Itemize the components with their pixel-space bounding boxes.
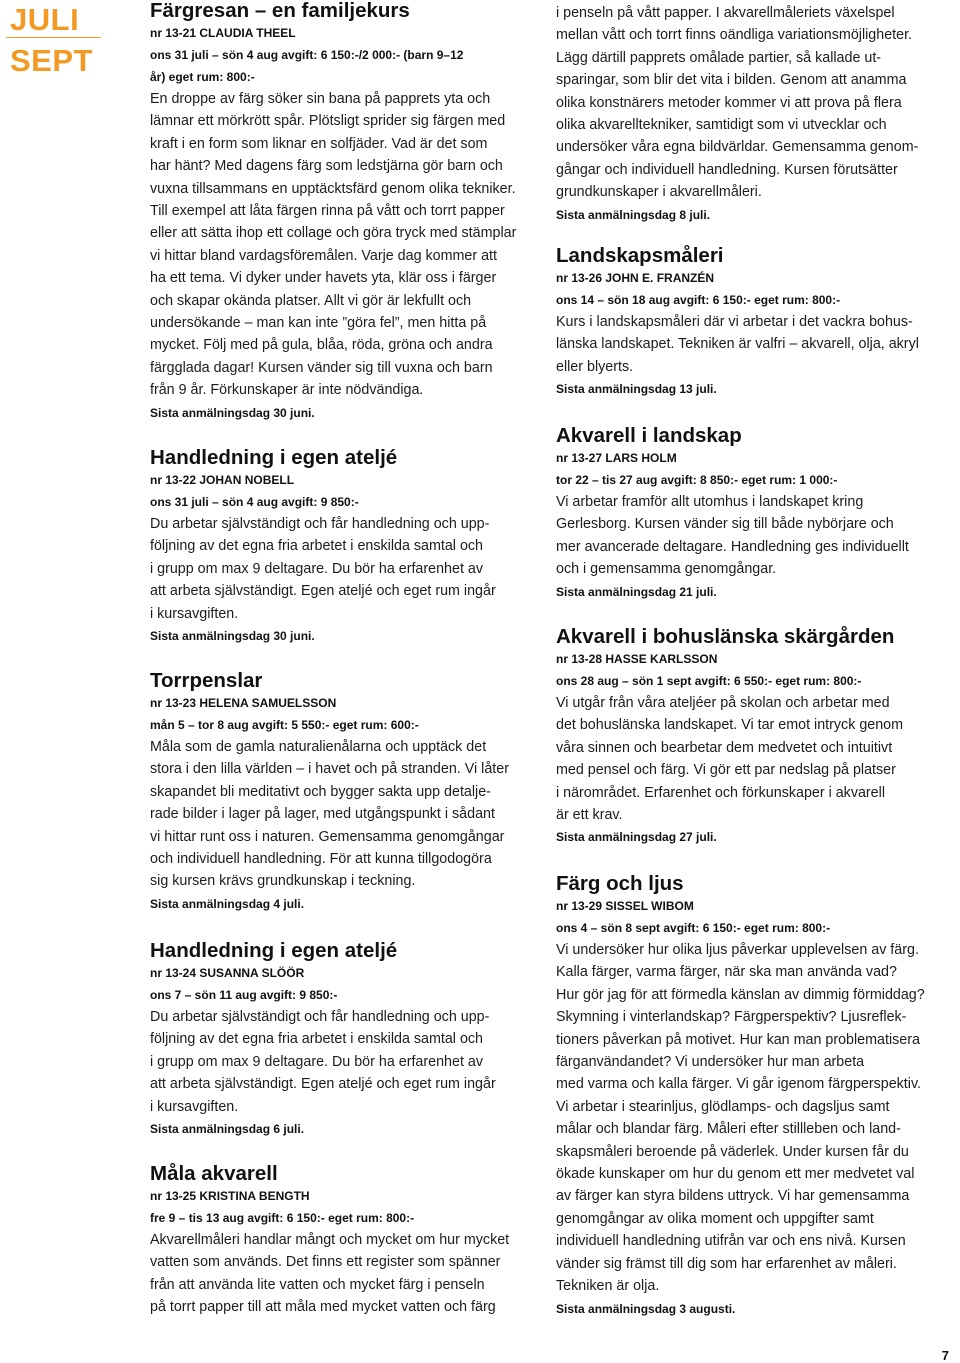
- course-description: Kurs i landskapsmåleri där vi arbetar i det vackra bohus- länska landskapet. Tekniken är valfri – akvarell, olja, akryl eller blyerts.: [556, 314, 919, 375]
- course-number-teacher: nr 13-29 SISSEL WIBOM: [556, 899, 694, 913]
- course-title: Måla akvarell: [150, 1162, 278, 1185]
- registration-deadline: Sista anmälningsdag 30 juni.: [150, 405, 315, 420]
- registration-deadline: Sista anmälningsdag 4 juli.: [150, 896, 305, 911]
- course-description: Måla som de gamla naturalienålarna och upptäck det stora i den lilla världen – i havet och på stranden. Vi låter skapandet bli meditativt och bygger sakta upp detalje- rade bilder i lager på lager, med utgångspunkt i sådant vi hittar runt oss i naturen. Gemensamma genomgångar och individuell handledning. För att kunna tillgodogöra sig kursen krävs grundkunskap i teckning.: [150, 739, 509, 890]
- course-13-28: [556, 626, 944, 848]
- course-number-teacher: nr 13-26 JOHN E. FRANZÉN: [556, 271, 715, 285]
- month-label-juli: JULI: [10, 2, 80, 37]
- registration-deadline: Sista anmälningsdag 8 juli.: [556, 207, 711, 222]
- course-description: Du arbetar självständigt och får handledning och upp- följning av det egna fria arbetet i enskilda samtal och i grupp om max 9 deltagare. Du bör ha erfarenhet av att arbeta självständigt. Egen ateljé och eget rum ingår i kursavgiften.: [150, 1009, 496, 1115]
- month-divider: [6, 37, 101, 38]
- course-dates-fees: år) eget rum: 800:-: [150, 70, 255, 84]
- course-dates-fees: tor 22 – tis 27 aug avgift: 8 850:- eget rum: 1 000:-: [556, 473, 838, 487]
- course-title: Akvarell i bohuslänska skärgården: [556, 625, 895, 648]
- course-description: Akvarellmåleri handlar mångt och mycket om hur mycket vatten som används. Det finns ett register som spänner från att använda lite vatten och mycket färg i penseln på torrt papper till att måla med mycket vatten och färg: [150, 1232, 510, 1316]
- course-number-teacher: nr 13-25 KRISTINA BENGTH: [150, 1189, 310, 1203]
- course-title: Handledning i egen ateljé: [150, 446, 398, 469]
- course-number-teacher: nr 13-24 SUSANNA SLÖÖR: [150, 966, 305, 980]
- course-title: Akvarell i landskap: [556, 424, 742, 447]
- course-description: Du arbetar självständigt och får handledning och upp- följning av det egna fria arbetet i enskilda samtal och i grupp om max 9 deltagare. Du bör ha erfarenhet av att arbeta självständigt. Egen ateljé och eget rum ingår i kursavgiften.: [150, 516, 496, 622]
- registration-deadline: Sista anmälningsdag 27 juli.: [556, 830, 717, 845]
- course-number-teacher: nr 13-27 LARS HOLM: [556, 451, 677, 465]
- course-dates-fees: ons 7 – sön 11 aug avgift: 9 850:-: [150, 988, 338, 1002]
- course-13-22: [150, 447, 532, 647]
- course-title: Torrpenslar: [150, 669, 263, 692]
- page-number: 7: [941, 1348, 949, 1363]
- course-dates-fees: mån 5 – tor 8 aug avgift: 5 550:- eget rum: 600:-: [150, 718, 419, 732]
- course-number-teacher: nr 13-22 JOHAN NOBELL: [150, 473, 295, 487]
- course-description: En droppe av färg söker sin bana på papprets yta och lämnar ett mörkrött spår. Plötsligt sprider sig färgen med kraft i en form som liknar en solfjäder. Vad är det som har hänt? Med dagens färg som ledstjärna gör barn och vuxna tillsammans en upptäcktsfärd genom olika tekniker. Till exempel att låta färgen rinna på vått och torrt papper eller att sätta ihop ett collage och göra tryck med stämplar vi hittar bland vardagsföremålen. Varje dag kommer att ha ett tema. Vi dyker under havets yta, klär oss i färger och skapar okända platser. Allt vi gör är lekfullt och undersökande – man kan inte ”göra fel”, men hitta på mycket. Följ med på gula, blåa, röda, gröna och andra färgglada dagar! Kursen vänder sig till vuxna och barn från 9 år. Förkunskaper är inte nödvändiga.: [150, 91, 517, 399]
- course-dates-fees: ons 4 – sön 8 sept avgift: 6 150:- eget rum: 800:-: [556, 921, 831, 935]
- course-13-24: [150, 940, 532, 1140]
- course-13-21: [150, 0, 532, 424]
- course-dates-fees: ons 31 juli – sön 4 aug avgift: 6 150:-/2 000:- (barn 9–12: [150, 48, 464, 62]
- course-title: Färg och ljus: [556, 872, 684, 895]
- course-dates-fees: fre 9 – tis 13 aug avgift: 6 150:- eget rum: 800:-: [150, 1211, 415, 1225]
- registration-deadline: Sista anmälningsdag 6 juli.: [150, 1122, 305, 1137]
- course-dates-fees: ons 28 aug – sön 1 sept avgift: 6 550:- eget rum: 800:-: [556, 674, 862, 688]
- course-title: Färgresan – en familjekurs: [150, 0, 410, 22]
- course-description: Vi arbetar framför allt utomhus i landskapet kring Gerlesborg. Kursen vänder sig till både nybörjare och mer avancerade deltagare. Handledning ges individuellt och i gemensamma genomgångar.: [556, 494, 909, 578]
- course-description: Vi undersöker hur olika ljus påverkar upplevelsen av färg. Kalla färger, varma färger, när ska man använda vad? Hur gör jag för att förmedla känslan av dimmig förmiddag? Skymning i vinterlandskap? Färgperspektiv? Ljusreflek- tioners påverkan på motivet. Hur kan man problematisera färganvändandet? Vi undersöker hur man arbeta med varma och kalla färger. Vi går igenom färgperspektiv. Vi arbetar i stearinljus, glödlamps- och dagsljus samt målar och blandar färg. Måleri efter stillleben och land- skapsmåleri beroende på väderlek. Under kursen får du ökade kunskaper om hur du genom ett mer medvetet val av färger kan styra bildens uttryck. Vi har gemensamma genomgångar av olika moment och uppgifter samt individuell handledning utifrån var och ens nivå. Kursen vänder sig främst till dig som har erfarenhet av måleri. Tekniken är olja.: [556, 942, 925, 1295]
- course-title: Landskapsmåleri: [556, 244, 724, 267]
- course-description-continued: i penseln på vått papper. I akvarellmåleriets växelspel mellan vått och torrt finns oändliga variationsmöjligheter. Lägg därtill papprets omålade partier, så kallade ut- sparingar, som blir det vita i bilden. Genom att anamma olika konstnärers metoder kommer vi att prova på flera olika akvarelltekniker, samtidigt som vi utvecklar och undersöker våra egna bildvärldar. Gemensamma genom- gångar och individuell handledning. Kursen förutsätter grundkunskaper i akvarellmåleri.: [556, 5, 919, 201]
- month-label-sept: SEPT: [10, 43, 93, 78]
- registration-deadline: Sista anmälningsdag 3 augusti.: [556, 1301, 736, 1316]
- registration-deadline: Sista anmälningsdag 30 juni.: [150, 629, 315, 644]
- course-13-26: [556, 245, 944, 400]
- registration-deadline: Sista anmälningsdag 13 juli.: [556, 382, 717, 397]
- registration-deadline: Sista anmälningsdag 21 juli.: [556, 584, 717, 599]
- course-description: Vi utgår från våra ateljéer på skolan och arbetar med det bohuslänska landskapet. Vi tar emot intryck genom våra sinnen och bearbetar dem medvetet och intuitivt med pensel och färg. Vi gör ett par nedslag på platser i närområdet. Erfarenhet och förkunskaper i akvarell är ett krav.: [556, 695, 904, 824]
- course-number-teacher: nr 13-28 HASSE KARLSSON: [556, 652, 718, 666]
- course-number-teacher: nr 13-23 HELENA SAMUELSSON: [150, 696, 337, 710]
- course-13-25-continued: [556, 2, 944, 226]
- course-13-27: [556, 425, 944, 603]
- course-13-23: [150, 670, 532, 915]
- course-title: Handledning i egen ateljé: [150, 939, 398, 962]
- course-13-29: [556, 873, 944, 1320]
- course-dates-fees: ons 31 juli – sön 4 aug avgift: 9 850:-: [150, 495, 359, 509]
- course-number-teacher: nr 13-21 CLAUDIA THEEL: [150, 26, 296, 40]
- course-13-25: [150, 1163, 532, 1319]
- course-dates-fees: ons 14 – sön 18 aug avgift: 6 150:- eget rum: 800:-: [556, 293, 841, 307]
